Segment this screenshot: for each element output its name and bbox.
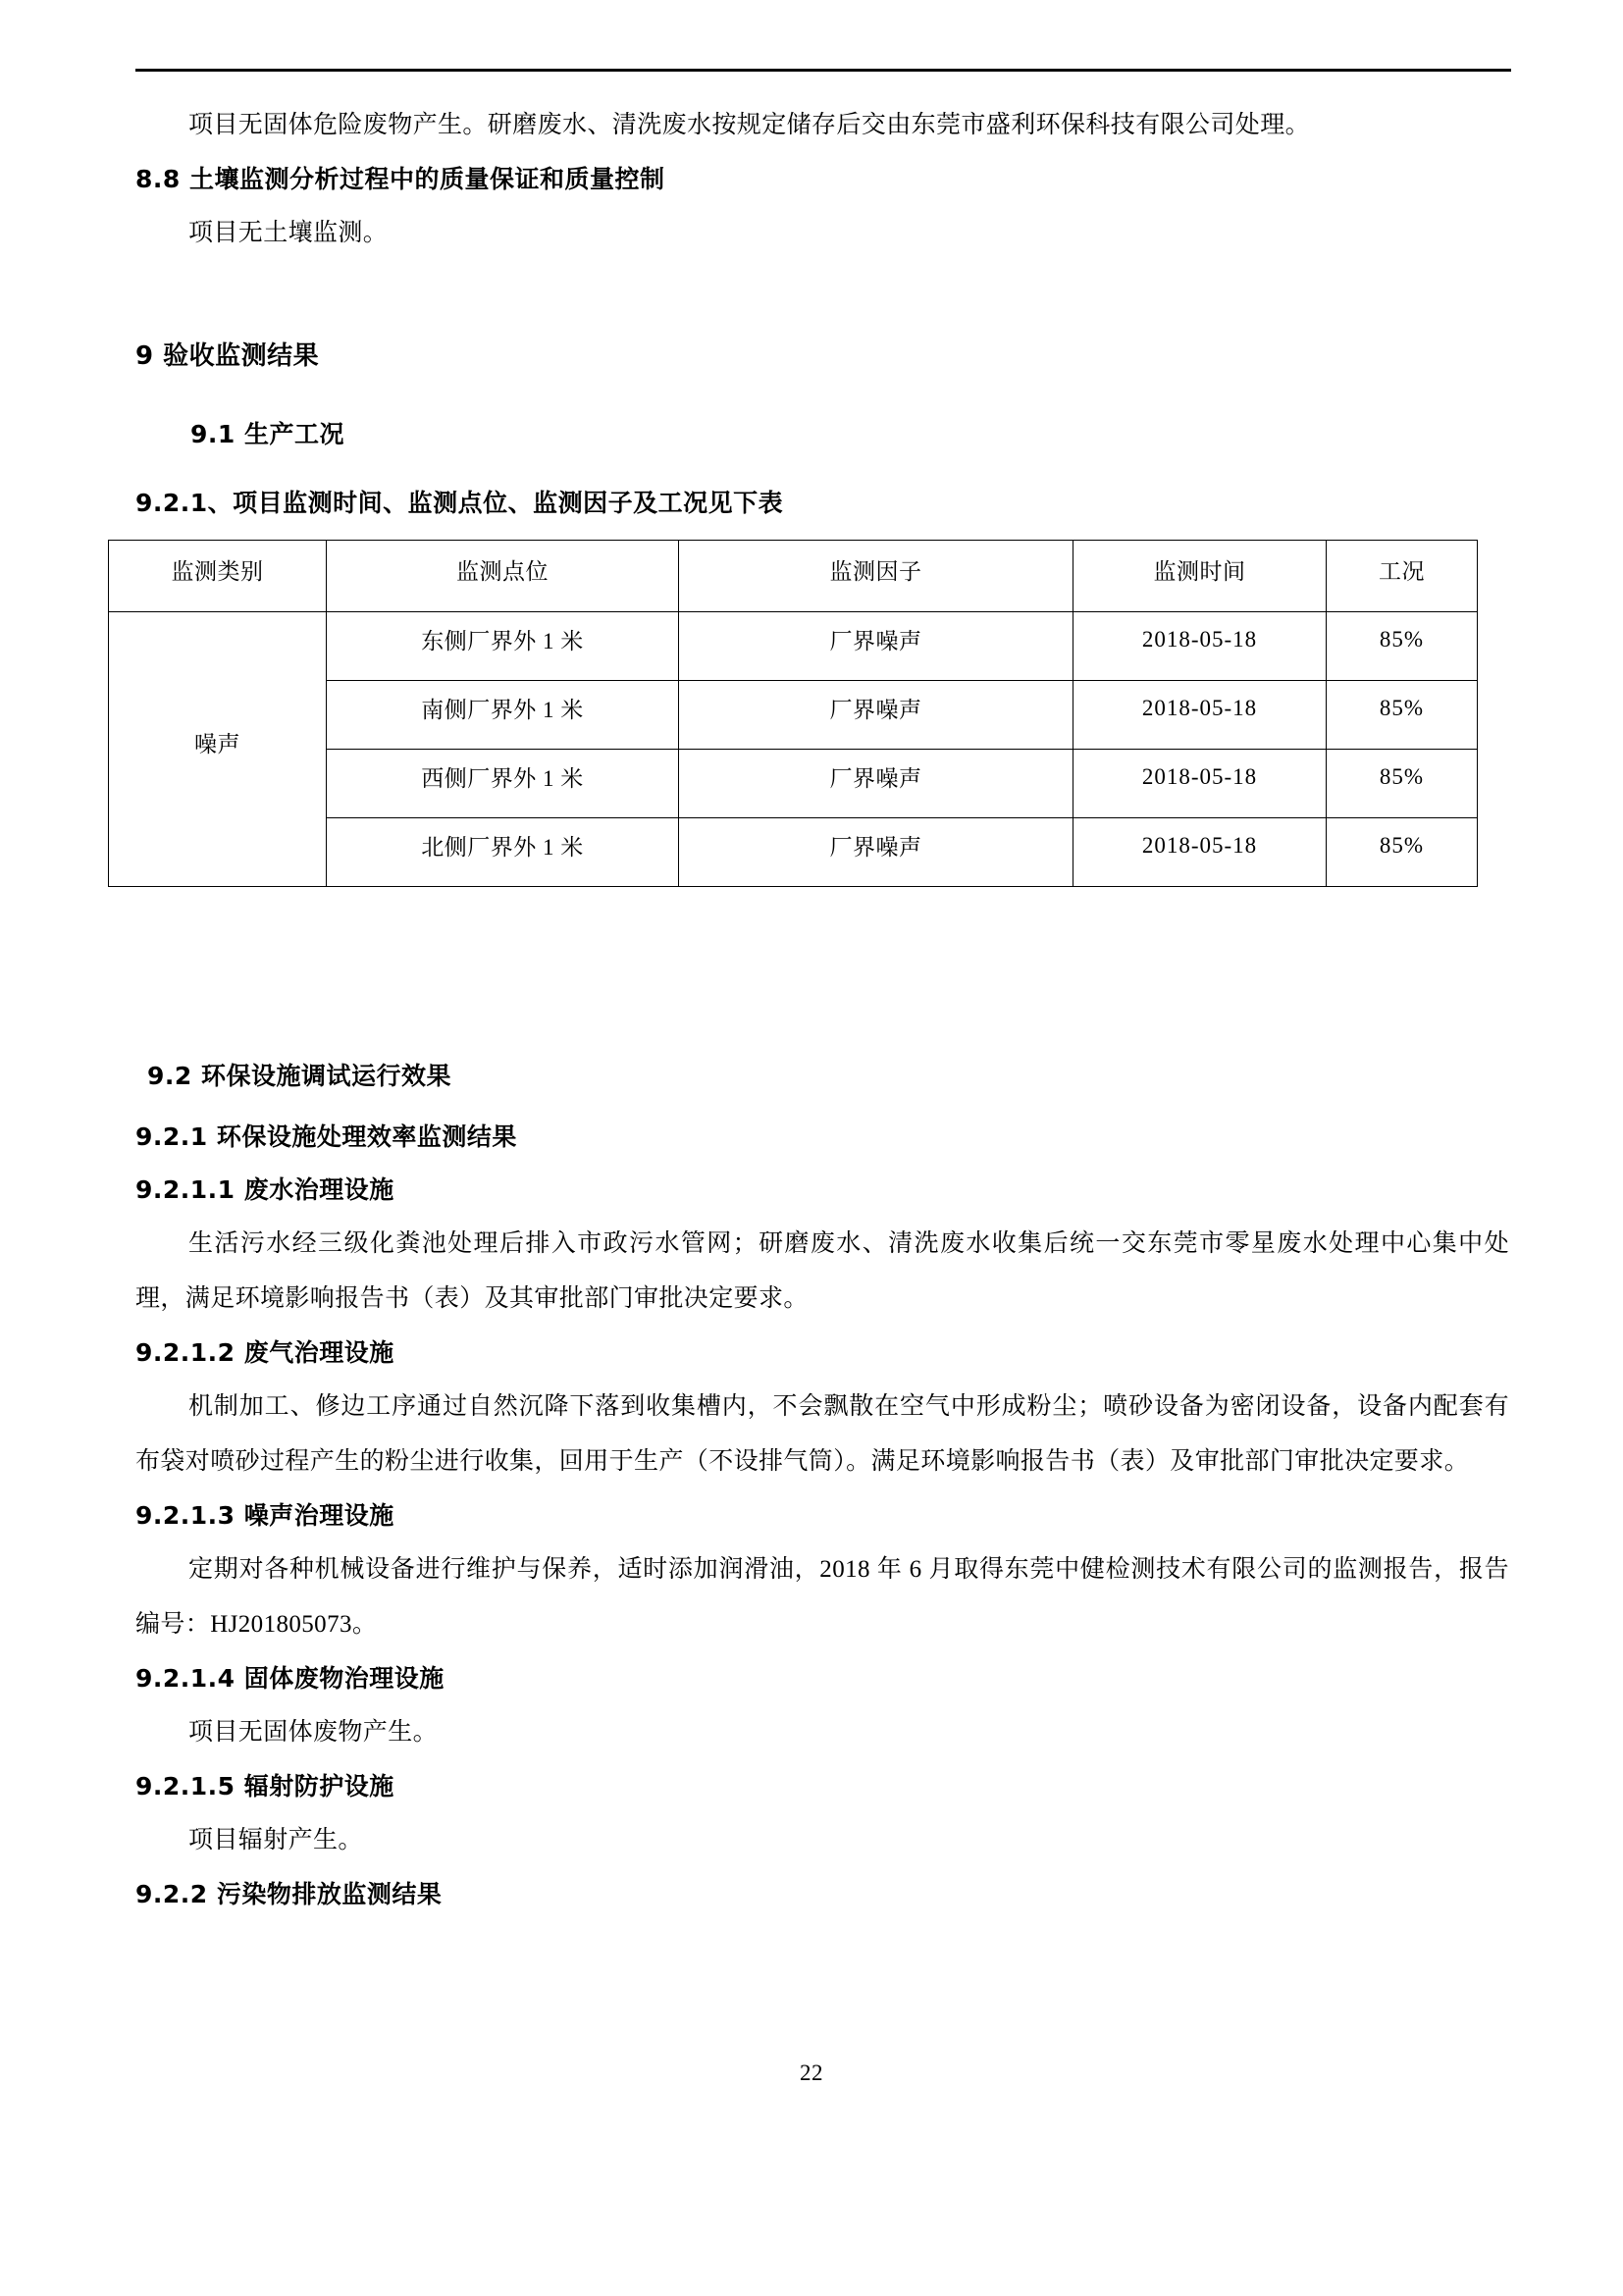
paragraph-9-2-1-3: 定期对各种机械设备进行维护与保养，适时添加润滑油，2018 年 6 月取得东莞中健检测技术有限公司的监测报告，报告编号：HJ201805073。: [135, 1556, 1509, 1638]
cell-point: 西侧厂界外 1 米: [327, 750, 679, 818]
paragraph-8-8: 项目无土壤监测。: [188, 220, 389, 246]
cell-point: 南侧厂界外 1 米: [327, 681, 679, 750]
monitor-table-wrapper: [108, 540, 1477, 887]
cell-point: 北侧厂界外 1 米: [327, 818, 679, 887]
cell-time: 2018-05-18: [1073, 750, 1327, 818]
cell-factor: 厂界噪声: [679, 681, 1073, 750]
heading-9-2-1-4: 9.2.1.4 固体废物治理设施: [135, 1664, 445, 1693]
column-header-category: 监测类别: [109, 541, 327, 612]
cell-condition: 85%: [1327, 750, 1478, 818]
cell-factor: 厂界噪声: [679, 750, 1073, 818]
heading-9-2-2: 9.2.2 污染物排放监测结果: [135, 1880, 443, 1908]
cell-time: 2018-05-18: [1073, 818, 1327, 887]
spacer: [135, 261, 1509, 330]
column-header-point: 监测点位: [327, 541, 679, 612]
table-header-row: [109, 541, 1478, 612]
spacer: [135, 1024, 1509, 1050]
cell-point: 东侧厂界外 1 米: [327, 612, 679, 681]
cell-time: 2018-05-18: [1073, 681, 1327, 750]
heading-9: 9 验收监测结果: [135, 341, 320, 371]
column-header-factor: 监测因子: [679, 541, 1073, 612]
cell-factor: 厂界噪声: [679, 612, 1073, 681]
page-content: [135, 98, 1509, 1921]
intro-paragraph: 项目无固体危险废物产生。研磨废水、清洗废水按规定储存后交由东莞市盛利环保科技有限公司处理。: [188, 112, 1311, 138]
paragraph-9-2-1-4: 项目无固体废物产生。: [188, 1719, 439, 1746]
spacer: [135, 383, 1509, 408]
paragraph-9-2-1-5: 项目辐射产生。: [188, 1827, 363, 1853]
cell-time: 2018-05-18: [1073, 612, 1327, 681]
heading-9-2-1-1: 9.2.1.1 废水治理设施: [135, 1175, 394, 1204]
column-header-condition: 工况: [1327, 541, 1478, 612]
page-number: 22: [800, 2061, 823, 2085]
cell-factor: 厂界噪声: [679, 818, 1073, 887]
paragraph-9-2-1-1: 生活污水经三级化粪池处理后排入市政污水管网；研磨废水、清洗废水收集后统一交东莞市零星废水处理中心集中处理，满足环境影响报告书（表）及其审批部门审批决定要求。: [135, 1230, 1509, 1312]
heading-9-2-1-2: 9.2.1.2 废气治理设施: [135, 1338, 394, 1367]
paragraph-9-2-1-2: 机制加工、修边工序通过自然沉降下落到收集槽内，不会飘散在空气中形成粉尘；喷砂设备为密闭设备，设备内配套有布袋对喷砂过程产生的粉尘进行收集，回用于生产（不设排气筒）。满足环境影响报告书（表）及审批部门审批决定要求。: [135, 1393, 1509, 1475]
column-header-time: 监测时间: [1073, 541, 1327, 612]
cell-condition: 85%: [1327, 681, 1478, 750]
spacer: [135, 887, 1509, 956]
heading-9-2-1-3: 9.2.1.3 噪声治理设施: [135, 1501, 394, 1530]
heading-9-2-1-intro: 9.2.1、项目监测时间、监测点位、监测因子及工况见下表: [135, 489, 784, 517]
heading-9-1: 9.1 生产工况: [190, 420, 344, 448]
heading-9-2-1-5: 9.2.1.5 辐射防护设施: [135, 1772, 394, 1800]
monitor-table: [108, 540, 1478, 887]
cell-condition: 85%: [1327, 612, 1478, 681]
spacer: [135, 461, 1509, 477]
cell-condition: 85%: [1327, 818, 1478, 887]
cell-category-noise: 噪声: [109, 612, 327, 887]
table-row: [109, 612, 1478, 681]
heading-9-2-1: 9.2.1 环保设施处理效率监测结果: [135, 1122, 517, 1151]
heading-8-8: 8.8 土壤监测分析过程中的质量保证和质量控制: [135, 165, 665, 193]
spacer: [135, 1103, 1509, 1111]
page-header-rule: [135, 69, 1511, 72]
spacer: [135, 956, 1509, 1024]
heading-9-2: 9.2 环保设施调试运行效果: [147, 1062, 451, 1090]
